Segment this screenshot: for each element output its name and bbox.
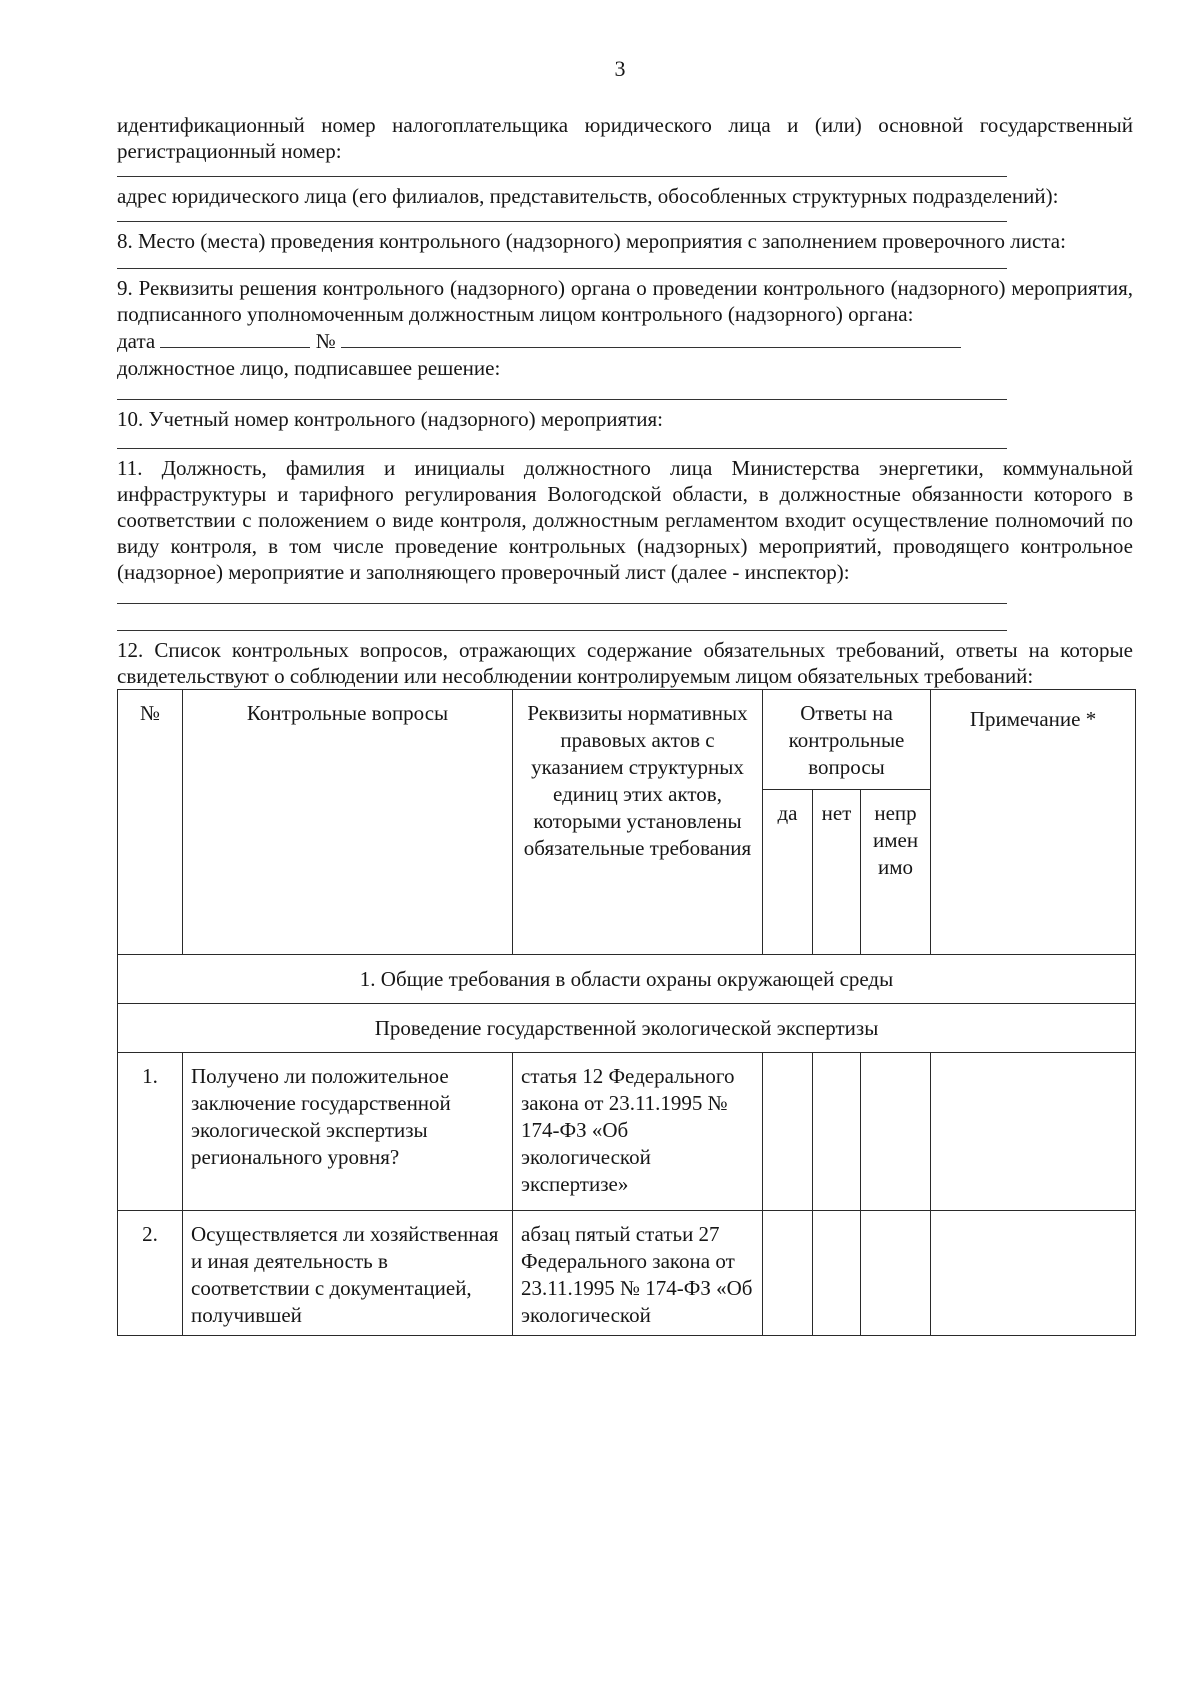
header-no: нет: [813, 790, 861, 955]
section-title: 1. Общие требования в области охраны окружающей среды: [118, 955, 1136, 1004]
row-question: Осуществляется ли хозяйственная и иная деятельность в соответствии с документацией, получившей: [183, 1211, 513, 1336]
answer-no-cell[interactable]: [813, 1211, 861, 1336]
signer-fill-line[interactable]: [117, 387, 1007, 400]
item-12: 12. Список контрольных вопросов, отражающих содержание обязательных требований, ответы на которые свидетельствуют о соблюдении или несоблюдении контролируемым лицом обязательных требований:: [117, 638, 1133, 688]
inspector-fill-line-1[interactable]: [117, 585, 1007, 604]
number-label: №: [315, 329, 336, 353]
row-requisite: абзац пятый статьи 27 Федерального закона от 23.11.1995 № 174-ФЗ «Об экологической: [513, 1211, 763, 1336]
item-8-fill-line[interactable]: [117, 256, 1007, 269]
row-number: 1.: [118, 1053, 183, 1211]
note-cell[interactable]: [931, 1053, 1136, 1211]
table-header-row-1: [118, 690, 1136, 790]
address-label: адрес юридического лица (его филиалов, представительств, обособленных структурных подразделений):: [117, 184, 1059, 208]
answer-yes-cell[interactable]: [763, 1053, 813, 1211]
inn-label: идентификационный номер налогоплательщика юридического лица и (или) основной государственный регистрационный номер:: [117, 113, 1133, 163]
item-11: 11. Должность, фамилия и инициалы должностного лица Министерства энергетики, коммунальной инфраструктуры и тарифного регулирования Вологодской области, в должностные обязанности которого в соответствии с положением о виде контроля, должностным регламентом входит осуществление полномочий по виду контроля, в том числе проведение контрольных (надзорных) мероприятий, проводящего контрольное (надзорное) мероприятие и заполняющего проверочный лист (далее - инспектор):: [117, 456, 1133, 584]
answer-no-cell[interactable]: [813, 1053, 861, 1211]
answer-yes-cell[interactable]: [763, 1211, 813, 1336]
date-label: дата: [117, 329, 156, 353]
table-row: [118, 1211, 1136, 1336]
item-10: 10. Учетный номер контрольного (надзорного) мероприятия:: [117, 407, 664, 431]
item-9: 9. Реквизиты решения контрольного (надзорного) органа о проведении контрольного (надзорного) мероприятия, подписанного уполномоченным должностным лицом контрольного (надзорного) органа:: [117, 276, 1133, 326]
header-num: №: [118, 690, 183, 955]
table-row: [118, 1053, 1136, 1211]
note-cell[interactable]: [931, 1211, 1136, 1336]
header-requisites: Реквизиты нормативных правовых актов с указанием структурных единиц этих актов, которыми установлены обязательные требования: [513, 690, 763, 955]
signer-label: должностное лицо, подписавшее решение:: [117, 356, 501, 380]
page-number: 3: [614, 56, 626, 81]
header-yes: да: [763, 790, 813, 955]
checklist-table: [117, 689, 1136, 1336]
row-question: Получено ли положительное заключение государственной экологической экспертизы регионального уровня?: [183, 1053, 513, 1211]
section-row: [118, 955, 1136, 1004]
inspector-fill-line-2[interactable]: [117, 610, 1007, 631]
answer-na-cell[interactable]: [861, 1053, 931, 1211]
number-fill-line[interactable]: [341, 327, 961, 348]
header-answers: Ответы на контрольные вопросы: [763, 690, 931, 790]
inn-fill-line[interactable]: [117, 164, 1007, 177]
row-requisite: статья 12 Федерального закона от 23.11.1995 № 174-ФЗ «Об экологической экспертизе»: [513, 1053, 763, 1211]
header-questions: Контрольные вопросы: [183, 690, 513, 955]
address-fill-line[interactable]: [117, 209, 1007, 222]
item-10-fill-line[interactable]: [117, 436, 1007, 449]
date-fill-line[interactable]: [160, 327, 310, 348]
item-8: 8. Место (места) проведения контрольного (надзорного) мероприятия с заполнением проверочного листа:: [117, 229, 1066, 253]
header-note: Примечание *: [931, 690, 1136, 955]
header-not-applicable: непр имен имо: [861, 790, 931, 955]
subsection-row: [118, 1004, 1136, 1053]
row-number: 2.: [118, 1211, 183, 1336]
subsection-title: Проведение государственной экологической экспертизы: [118, 1004, 1136, 1053]
form-content: [117, 112, 1133, 1336]
answer-na-cell[interactable]: [861, 1211, 931, 1336]
date-number-row: [117, 327, 1133, 355]
